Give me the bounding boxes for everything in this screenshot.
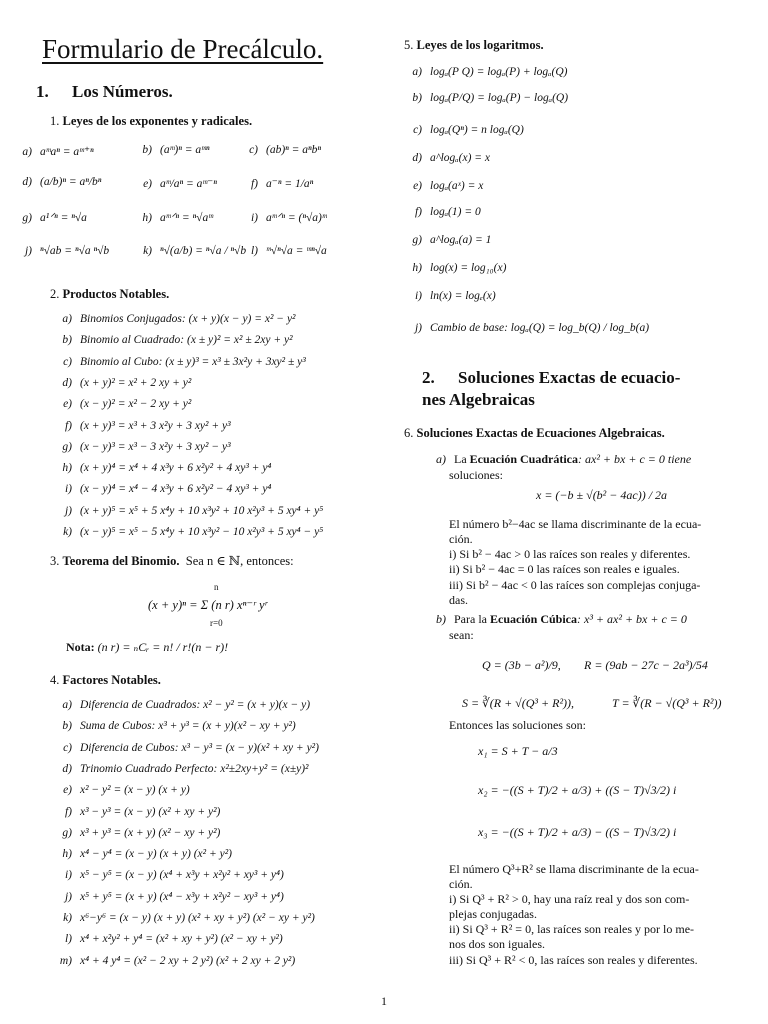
product-6-text: (x + y)³ = x³ + 3 x²y + 3 xy² + y³ <box>80 419 231 432</box>
product-3-text: Binomio al Cubo: (x ± y)³ = x³ ± 3x²y + 3xy² ± y³ <box>80 355 306 368</box>
log-law-9-label: i) <box>414 290 422 302</box>
exponent-law-2-text: (aᵐ)ⁿ = aᵐⁿ <box>160 144 210 156</box>
factor-9-text: x⁵ − y⁵ = (x − y) (x⁴ + x³y + x²y² + xy³ + y⁴) <box>80 869 284 882</box>
exponent-law-6-label: f) <box>250 178 258 190</box>
log-law-9-text: ln(x) = logₑ(x) <box>430 290 496 302</box>
factor-6-label: f) <box>64 805 72 818</box>
product-1-text: Binomios Conjugados: (x + y)(x − y) = x² − y² <box>80 313 296 325</box>
section-2-heading: 2. Soluciones Exactas de ecuacio- <box>422 368 681 387</box>
factor-13-label: m) <box>59 954 72 967</box>
product-3 <box>56 356 306 368</box>
subsection-solutions-heading: 6. Soluciones Exactas de Ecuaciones Algebraicas. <box>404 426 665 440</box>
factor-6-text: x³ − y³ = (x − y) (x² + xy + y²) <box>80 805 221 818</box>
binomial-formula: (x + y)ⁿ = Σ (n r) xⁿ⁻ʳ yʳ <box>148 598 268 612</box>
exponent-law-11 <box>136 245 246 257</box>
exponent-law-1-label: a) <box>22 146 32 158</box>
page-number: 1 <box>381 994 387 1008</box>
exponent-law-2-label: b) <box>142 144 152 156</box>
factor-13-text: x⁴ + 4 y⁴ = (x² − 2 xy + 2 y²) (x² + 2 xy + 2 y²) <box>80 954 296 967</box>
log-law-5-label: e) <box>413 180 422 192</box>
log-law-1-label: a) <box>412 66 422 78</box>
quadratic-disc-l2: ción. <box>449 532 473 546</box>
exponent-law-9-text: aᵐᐟⁿ = (ⁿ√a)ᵐ <box>266 212 327 224</box>
factor-6 <box>56 806 220 818</box>
product-7 <box>56 441 231 453</box>
cubic-disc-l2: ción. <box>449 877 473 891</box>
log-law-4-text: a^logₐ(x) = x <box>430 152 491 164</box>
product-9 <box>56 483 271 495</box>
factor-10-text: x⁵ + y⁵ = (x + y) (x⁴ − x³y + x²y² − xy³ + y⁴) <box>80 890 284 903</box>
exponent-law-11-text: ⁿ√(a/b) = ⁿ√a / ⁿ√b <box>160 245 247 257</box>
exponent-law-5-text: aᵐ/aⁿ = aᵐ⁻ⁿ <box>160 178 217 190</box>
factor-2 <box>56 720 296 732</box>
exponent-law-11-label: k) <box>143 245 152 257</box>
factor-7-label: g) <box>62 826 72 839</box>
exponent-law-5-label: e) <box>143 178 152 190</box>
factor-4-label: d) <box>62 762 72 775</box>
section-2-heading-line2: nes Algebraicas <box>422 390 535 409</box>
exponent-law-4 <box>16 176 101 188</box>
product-5 <box>56 398 191 410</box>
exponent-law-2 <box>136 144 210 156</box>
log-law-6-text: logₐ(1) = 0 <box>430 206 481 218</box>
product-7-text: (x − y)³ = x³ − 3 x²y + 3 xy² − y³ <box>80 440 231 453</box>
cubic-intro-line2: sean: <box>449 628 474 642</box>
product-11 <box>56 526 323 538</box>
exponent-law-12-text: ᵐ√ⁿ√a = ᵐⁿ√a <box>266 245 327 257</box>
log-law-1 <box>406 66 568 78</box>
factor-3-text: Diferencia de Cubos: x³ − y³ = (x − y)(x² + xy + y²) <box>80 741 319 754</box>
product-4-label: d) <box>62 376 72 389</box>
sum-bottom: r=0 <box>210 618 223 628</box>
exponent-law-3-text: (ab)ⁿ = aⁿbⁿ <box>266 144 322 156</box>
log-law-2-text: logₐ(P/Q) = logₐ(P) − logₐ(Q) <box>430 92 569 104</box>
exponent-law-9 <box>242 210 327 224</box>
product-1-label: a) <box>62 313 72 325</box>
section-1-heading: 1. Los Números. <box>36 82 173 101</box>
exponent-law-8-label: h) <box>142 212 152 224</box>
cubic-disc-i-l1: i) Si Q³ + R² > 0, hay una raíz real y dos son com- <box>449 892 690 906</box>
exponent-law-12-label: l) <box>250 245 258 257</box>
product-11-label: k) <box>63 526 72 538</box>
subsection-products-heading: 2. Productos Notables. <box>50 287 170 301</box>
quadratic-disc-ii: ii) Si b² − 4ac = 0 las raíces son reales e iguales. <box>449 562 680 576</box>
product-6 <box>56 420 231 432</box>
exponent-law-10 <box>16 245 109 257</box>
log-law-5 <box>406 180 483 192</box>
exponent-law-8-text: aᵐᐟⁿ = ⁿ√aᵐ <box>160 212 214 224</box>
factor-1-label: a) <box>62 699 72 711</box>
factor-13 <box>56 955 295 967</box>
factor-5-text: x² − y² = (x − y) (x + y) <box>80 784 190 797</box>
log-law-5-text: logₐ(aˣ) = x <box>430 180 484 192</box>
cubic-intro: b) Para la Ecuación Cúbica: x³ + ax² + bx + c = 0 <box>436 612 687 626</box>
factor-2-label: b) <box>62 720 72 733</box>
factor-7 <box>56 827 220 839</box>
log-law-3 <box>406 124 524 136</box>
document-title: Formulario de Precálculo. <box>42 34 324 64</box>
subsection-exponents-heading: 1. Leyes de los exponentes y radicales. <box>50 114 253 128</box>
exponent-law-10-label: j) <box>24 245 32 257</box>
cubic-x1: x₁ = S + T − a/3 <box>478 744 558 758</box>
product-9-text: (x − y)⁴ = x⁴ − 4 x³y + 6 x²y² − 4 xy³ + y⁴ <box>80 483 272 496</box>
exponent-law-1 <box>16 144 94 158</box>
factor-2-text: Suma de Cubos: x³ + y³ = (x + y)(x² − xy + y²) <box>80 720 296 733</box>
log-law-3-label: c) <box>413 124 422 136</box>
factor-4-text: Trinomio Cuadrado Perfecto: x²±2xy+y² = (x±y)² <box>80 762 309 775</box>
quadratic-intro-line2: soluciones: <box>449 468 503 482</box>
log-law-2-label: b) <box>412 92 422 104</box>
exponent-law-7 <box>16 210 87 224</box>
exponent-law-10-text: ⁿ√ab = ⁿ√a ⁿ√b <box>40 245 110 257</box>
product-11-text: (x − y)⁵ = x⁵ − 5 x⁴y + 10 x³y² − 10 x²y³ + 5 xy⁴ − y⁵ <box>80 526 324 538</box>
log-law-9 <box>406 290 496 302</box>
quadratic-disc-l1: El número b²−4ac se llama discriminante de la ecua- <box>449 517 702 531</box>
factor-8-label: h) <box>62 848 72 861</box>
cubic-R: R = (9ab − 27c − 2a³)/54 <box>584 658 708 672</box>
product-2-label: b) <box>62 334 72 347</box>
cubic-disc-iii: iii) Si Q³ + R² < 0, las raíces son reales y diferentes. <box>449 953 698 967</box>
factor-12-label: l) <box>64 933 72 946</box>
factor-11-label: k) <box>63 912 72 924</box>
factor-1 <box>56 699 310 711</box>
product-5-text: (x − y)² = x² − 2 xy + y² <box>80 398 192 411</box>
cubic-then: Entonces las soluciones son: <box>449 718 586 732</box>
product-10-text: (x + y)⁵ = x⁵ + 5 x⁴y + 10 x³y² + 10 x²y³ + 5 xy⁴ + y⁵ <box>80 504 324 517</box>
exponent-law-3 <box>242 144 321 156</box>
exponent-law-12 <box>242 245 327 257</box>
factor-12-text: x⁴ + x²y² + y⁴ = (x² + xy + y²) (x² − xy + y²) <box>80 933 283 946</box>
product-5-label: e) <box>63 398 72 411</box>
factor-9 <box>56 869 284 881</box>
product-8-text: (x + y)⁴ = x⁴ + 4 x³y + 6 x²y² + 4 xy³ + y⁴ <box>80 462 272 475</box>
log-law-8 <box>406 262 506 274</box>
product-10 <box>56 505 323 517</box>
factor-4 <box>56 763 309 775</box>
sum-top: n <box>214 582 219 592</box>
quadratic-intro: a) La Ecuación Cuadrática: ax² + bx + c = 0 tiene <box>436 452 692 466</box>
quadratic-disc-i: i) Si b² − 4ac > 0 las raíces son reales y diferentes. <box>449 547 691 561</box>
product-1 <box>56 313 296 325</box>
log-law-7 <box>406 234 491 246</box>
exponent-law-7-text: a¹ᐟⁿ = ⁿ√a <box>40 212 87 224</box>
binomial-note: Nota: (n r) = ₙCᵣ = n! / r!(n − r)! <box>66 640 229 654</box>
factor-5 <box>56 784 190 796</box>
factor-1-text: Diferencia de Cuadrados: x² − y² = (x + y)(x − y) <box>80 699 311 711</box>
exponent-law-3-label: c) <box>249 144 258 156</box>
product-4-text: (x + y)² = x² + 2 xy + y² <box>80 376 192 389</box>
product-8 <box>56 462 271 474</box>
factor-5-label: e) <box>63 784 72 797</box>
log-law-4-label: d) <box>412 152 422 164</box>
cubic-x3: x₃ = −((S + T)/2 + a/3) − ((S − T)√3/2) i <box>478 825 677 839</box>
log-law-7-label: g) <box>412 234 422 246</box>
log-law-1-text: logₐ(P Q) = logₐ(P) + logₐ(Q) <box>430 66 568 78</box>
quadratic-disc-iii-l2: das. <box>449 593 468 607</box>
product-4 <box>56 377 191 389</box>
exponent-law-7-label: g) <box>22 212 32 224</box>
factor-12 <box>56 933 283 945</box>
exponent-law-6-text: a⁻ⁿ = 1/aⁿ <box>266 178 314 190</box>
factor-11-text: x⁶−y⁶ = (x − y) (x + y) (x² + xy + y²) (x² − xy + y²) <box>80 912 315 924</box>
exponent-law-5 <box>136 176 217 190</box>
log-law-8-text: log(x) = log₁₀(x) <box>430 262 507 274</box>
factor-10-label: j) <box>64 890 72 903</box>
cubic-x2: x₂ = −((S + T)/2 + a/3) + ((S − T)√3/2) i <box>478 783 677 797</box>
log-law-8-label: h) <box>412 262 422 274</box>
cubic-T: T = ∛(R − √(Q³ + R²)) <box>612 696 722 710</box>
log-law-3-text: logₐ(Qⁿ) = n logₐ(Q) <box>430 124 524 136</box>
exponent-law-9-label: i) <box>250 212 258 224</box>
exponent-law-4-label: d) <box>22 176 32 188</box>
exponent-law-1-text: aᵐaⁿ = aᵐ⁺ⁿ <box>40 146 94 158</box>
factor-7-text: x³ + y³ = (x + y) (x² − xy + y²) <box>80 826 221 839</box>
factor-8 <box>56 848 232 860</box>
product-3-label: c) <box>63 355 72 368</box>
factor-10 <box>56 891 284 903</box>
log-law-7-text: a^logₐ(a) = 1 <box>430 234 492 246</box>
cubic-Q: Q = (3b − a²)/9, <box>482 658 561 672</box>
quadratic-formula: x = (−b ± √(b² − 4ac)) / 2a <box>536 488 668 502</box>
factor-8-text: x⁴ − y⁴ = (x − y) (x + y) (x² + y²) <box>80 848 233 861</box>
subsection-binomial-heading: 3. Teorema del Binomio. Sea n ∈ ℕ, entonces: <box>50 554 294 568</box>
product-2 <box>56 334 293 346</box>
exponent-law-6 <box>242 176 313 190</box>
log-law-2 <box>406 92 568 104</box>
cubic-disc-ii-l2: nos dos son iguales. <box>449 937 545 951</box>
subsection-factors-heading: 4. Factores Notables. <box>50 673 161 687</box>
cubic-disc-i-l2: plejas conjugadas. <box>449 907 537 921</box>
product-2-text: Binomio al Cuadrado: (x ± y)² = x² ± 2xy + y² <box>80 334 293 347</box>
cubic-disc-l1: El número Q³+R² se llama discriminante de la ecua- <box>449 862 699 876</box>
log-law-6-label: f) <box>414 206 422 218</box>
exponent-law-4-text: (a/b)ⁿ = aⁿ/bⁿ <box>40 176 102 188</box>
subsection-logs-heading: 5. Leyes de los logaritmos. <box>404 38 544 52</box>
log-law-10-text: Cambio de base: logₐ(Q) = log_b(Q) / log_b(a) <box>430 322 650 334</box>
product-9-label: i) <box>64 483 72 496</box>
product-6-label: f) <box>64 419 72 432</box>
product-10-label: j) <box>64 504 72 517</box>
factor-11 <box>56 912 315 924</box>
cubic-disc-ii-l1: ii) Si Q³ + R² = 0, las raíces son reales y por lo me- <box>449 922 695 936</box>
factor-3-label: c) <box>63 741 72 754</box>
product-7-label: g) <box>62 440 72 453</box>
factor-9-label: i) <box>64 869 72 882</box>
log-law-10-label: j) <box>414 322 422 334</box>
exponent-law-8 <box>136 210 213 224</box>
factor-3 <box>56 742 319 754</box>
log-law-6 <box>406 206 481 218</box>
log-law-4 <box>406 152 490 164</box>
product-8-label: h) <box>62 462 72 475</box>
cubic-S: S = ∛(R + √(Q³ + R²)), <box>462 696 575 710</box>
log-law-10 <box>406 322 649 334</box>
quadratic-disc-iii-l1: iii) Si b² − 4ac < 0 las raíces son complejas conjuga- <box>449 578 701 592</box>
